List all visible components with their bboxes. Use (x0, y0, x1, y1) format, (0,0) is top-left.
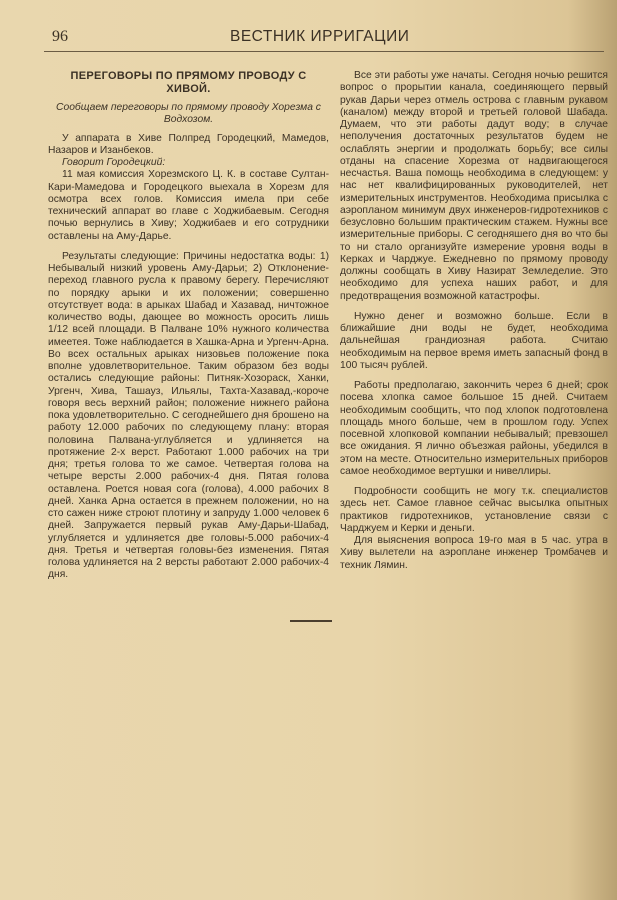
paragraph: Для выяснения вопроса 19-го мая в 5 час. утра в Хиву вылетели на аэроплане инженер Тромбачев и техник Лямин. (340, 535, 608, 571)
paragraph: У аппарата в Хиве Полпред Городецкий, Мамедов, Назаров и Изанбеков. (48, 132, 329, 156)
article-lede: Сообщаем переговоры по прямому проводу Хорезма с Водхозом. (56, 102, 321, 126)
paragraph: Нужно денег и возможно больше. Если в ближайшие дни воды не будет, необходима дальнейшая грандиозная работа. Считаю необходимым на первое время иметь запасный фонд в 100 тысяч рублей. (340, 310, 608, 371)
article-title: ПЕРЕГОВОРЫ ПО ПРЯМОМУ ПРОВОДУ С ХИВОЙ. (70, 70, 307, 95)
paragraph-speaker: Говорит Городецкий: (62, 157, 166, 168)
paragraph: Результаты следующие: Причины недостатка воды: 1) Небывалый низкий уровень Аму-Дарьи; 2) Отклонение-переход главного русла к правому берегу. Перечисляют по порядку арыки и их положении; совершенно отсутствует вода: в арыках Шабад и Хазавад, ничтожное количество воды, дающее во можность оросить лишь 1/12 всей площади. В Палване 10% нужного количества имеетея. Тоже наблюдается в Хашка-Арна и Ургенч-Арна. Во всех остальных арыках низовьев положение пока вполне удовлетворительное. Таким образом без воды остались следующие районы: Питняк-Хозораск, Ханки, Ургенч, Хива, Ташауз, Ильялы, Тахта-Хазавад,-короче говоря весь верхний район; положение нижнего района пока удовлетворительно. С сегоднейшего дня брошено на работу 12.000 рабочих по следующему плану: вторая половина Палвана-углубляется и удлиняется на протяжение 2-х верст. Работают 1.000 рабочих на три дня; третья голова то же самое. Четвертая голова на четыре версты 2.000 рабочих-4 дня. Пятая голова оставлена. Роется новая сога (голова), 4.000 рабочих 8 дней. Ханка Арна остается в прежнем положении, но на сто сажен ниже строют плотину и запруду 1.000 человек 6 дней. Запружается первый рукав Аму-Дарьи-Шабад, углубляется и удлиняется две головы-5.000 рабочих-4 дня. Третья и четвертая головы-без изменения. Пятая голова удлиняется на 2 версты работают 2.000 рабочих-4 дня. (48, 250, 329, 581)
paragraph: 11 мая комиссия Хорезмского Ц. К. в составе Султан-Кари-Мамедова и Городецкого выехала в Хорезм для осмотра всех голов. Комиссия имела при себе технический аппарат во главе с Ходжибаевым. Сегодня почью вернулись в Хиву; Ходжибаев и его сотрудники оставлены на Аму-Дарье. (48, 169, 329, 242)
article-end-rule (290, 620, 332, 622)
page-number: 96 (52, 28, 68, 45)
header-divider (44, 51, 604, 52)
paragraph: Все эти работы уже начаты. Сегодня ночью решится вопрос о прорытии канала, соединяющего первый рукав Дарьи через отмель острова с главным рукавом (каналом) между второй и третьей головой Шабада. Думаем, что эти работы дадут воду; в случае неполучения достаточных результатов будем не ослаблять энергии и продолжать борьбу; все силы отданы на спасение Хорезма от надвигающегося несчастья. Ваша помощь необходима в следующем: у нас нет квалифицированных руководителей, нет измерительных инструментов. Необходима присылка с аэропланом минимум двух инженеров-гидротехников с безусловно большим практическим стажем. Нужны все измерительные приборы. С сегодняшего дня во что бы то ни стало организуйте измерение уровня воды в Керках и Чарджуе. Ежедневно по прямому проводу должны сообщать в Хиву Назират Земледелие. Это необходимо для успеха наших работ, и для предотвращения возможной катастрофы. (340, 70, 608, 302)
paragraph: Подробности сообщить не могу т.к. специалистов здесь нет. Самое главное сейчас высылка опытных практиков гидротехников, установление связи с Чарджуем и Керки и деньги. (340, 486, 608, 534)
left-column (48, 70, 329, 582)
journal-title: ВЕСТНИК ИРРИГАЦИИ (230, 28, 410, 45)
right-column (340, 70, 608, 572)
paragraph: Работы предполагаю, закончить через 6 дней; срок посева хлопка самое большое 15 дней. Считаем необходимым сообщить, что под хлопок подготовлена площадь много больше, чем в прошлом году. Успех посевной хлопковой компании небывалый; превзошел все ожидания. Я лично объезжая районы, убедился в этом на месте. Относительно измерительных приборов самое необходимое вертушки и нивеллиры. (340, 380, 608, 477)
